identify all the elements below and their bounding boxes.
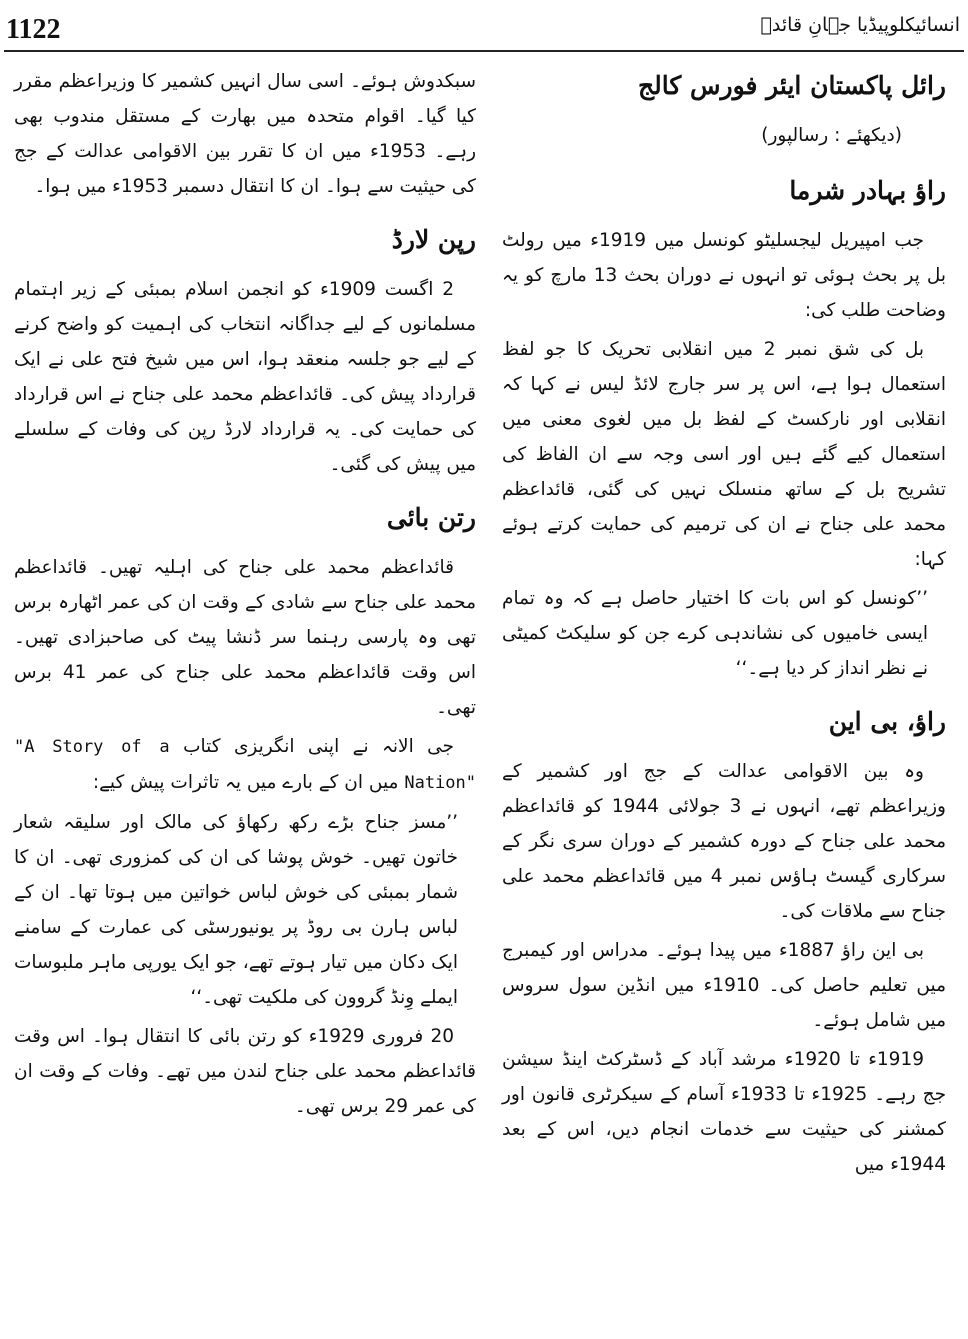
see-also-reference: (دیکھئے : رسالپور) [761, 125, 902, 146]
running-title: انسائیکلوپیڈیا جہانِ قائدؒ [760, 14, 960, 36]
right-column [502, 64, 946, 1186]
entry-title: راؤ، بی این [828, 707, 946, 736]
text-run: جی الانہ نے اپنی انگریزی کتاب [183, 736, 454, 757]
book-title: "A Story of a Nation" [14, 737, 476, 793]
paragraph: جب امپیریل لیجسلیٹو کونسل میں 1919ء میں رولٹ بل پر بحث ہوئی تو انہوں نے دوران بحث 13 مارچ کو یہ وضاحت طلب کی: [502, 230, 946, 321]
quotation: ’’کونسل کو اس بات کا اختیار حاصل ہے کہ وہ تمام ایسی خامیوں کی نشاندہی کرے جن کو سلیکٹ کمیٹی نے نظر انداز کر دیا ہے۔‘‘ [502, 588, 928, 679]
entry-title: رپن لارڈ [391, 225, 476, 254]
paragraph: بی این راؤ 1887ء میں پیدا ہوئے۔ مدراس اور کیمبرج میں تعلیم حاصل کی۔ 1910ء میں انڈین سول سروس میں شامل ہوئے۔ [502, 940, 946, 1031]
paragraph: 20 فروری 1929ء کو رتن بائی کا انتقال ہوا۔ اس وقت قائداعظم محمد علی جناح لندن میں تھے۔ وفات کے وقت ان کی عمر 29 برس تھی۔ [14, 1026, 476, 1117]
paragraph: سبکدوش ہوئے۔ اسی سال انہیں کشمیر کا وزیراعظم مقرر کیا گیا۔ اقوام متحدہ میں بھارت کے مستقل مندوب بھی رہے۔ 1953ء میں ان کا تقرر بین الاقوامی عدالت کے جج کی حیثیت سے ہوا۔ ان کا انتقال دسمبر 1953ء میں ہوا۔ [14, 71, 477, 197]
entry-title: رائل پاکستان ایئر فورس کالج [638, 71, 946, 100]
paragraph: بل کی شق نمبر 2 میں انقلابی تحریک کا جو لفظ استعمال ہوا ہے، اس پر سر جارج لائڈ لیس نے کہا کہ انقلابی اور نارکسٹ کے لفظ بل میں لغوی معنی میں استعمال کیے گئے ہیں اور اسی وجہ سے ان الفاظ کی تشریح بل کے ساتھ منسلک نہیں کی گئی، قائداعظم محمد علی جناح نے ان کی ترمیم کی حمایت کرتے ہوئے کہا: [502, 339, 946, 570]
entry-title: راؤ بہادر شرما [789, 176, 946, 205]
paragraph: وہ بین الاقوامی عدالت کے جج اور کشمیر کے وزیراعظم تھے، انہوں نے 3 جولائی 1944 کو قائداعظم محمد علی جناح کے دورہ کشمیر کے دوران سری نگر کے سرکاری گیسٹ ہاؤس نمبر 4 میں قائداعظم محمد علی جناح سے ملاقات کی۔ [502, 761, 946, 922]
paragraph: 2 اگست 1909ء کو انجمن اسلام بمبئی کے زیر اہتمام مسلمانوں کے لیے جداگانہ انتخاب کی اہمیت کو واضح کرنے کے لیے جو جلسہ منعقد ہوا، اس میں شیخ فتح علی نے ایک قرارداد پیش کی۔ قائداعظم محمد علی جناح نے اس قرارداد کی حمایت کی۔ یہ قرارداد لارڈ رپن کی وفات کے سلسلے میں پیش کی گئی۔ [14, 279, 476, 475]
header-rule [4, 50, 964, 52]
paragraph [14, 729, 476, 801]
left-column [14, 64, 476, 1128]
entry-title: رتن بائی [386, 503, 476, 532]
paragraph: 1919ء تا 1920ء مرشد آباد کے ڈسٹرکٹ اینڈ سیشن جج رہے۔ 1925ء تا 1933ء آسام کے سیکرٹری قانون اور کمشنر کی حیثیت سے خدمات انجام دیں، اس کے بعد 1944ء میں [502, 1049, 947, 1175]
paragraph: قائداعظم محمد علی جناح کی اہلیہ تھیں۔ قائداعظم محمد علی جناح سے شادی کے وقت ان کی عمر اٹھارہ برس تھی وہ پارسی رہنما سر ڈنشا پیٹ کی صاحبزادی تھیں۔ اس وقت قائداعظم محمد علی جناح کی عمر 41 برس تھی۔ [14, 557, 476, 718]
page-number: 1122 [6, 14, 61, 45]
quotation: ’’مسز جناح بڑے رکھ رکھاؤ کی مالک اور سلیقہ شعار خاتون تھیں۔ خوش پوشا کی ان کی کمزوری تھی۔ ان کا شمار بمبئی کی خوش لباس خواتین میں ہوتا تھا۔ ان کے لباس ہارن بی روڈ پر یونیورسٹی کی عمارت کے سامنے ایک دکان میں تیار ہوتے تھے، جو ایک یورپی ماہر ملبوسات ایملے وِنڈ گروون کی ملکیت تھی۔‘‘ [14, 812, 458, 1008]
text-run: میں ان کے بارے میں یہ تاثرات پیش کیے: [92, 772, 399, 793]
